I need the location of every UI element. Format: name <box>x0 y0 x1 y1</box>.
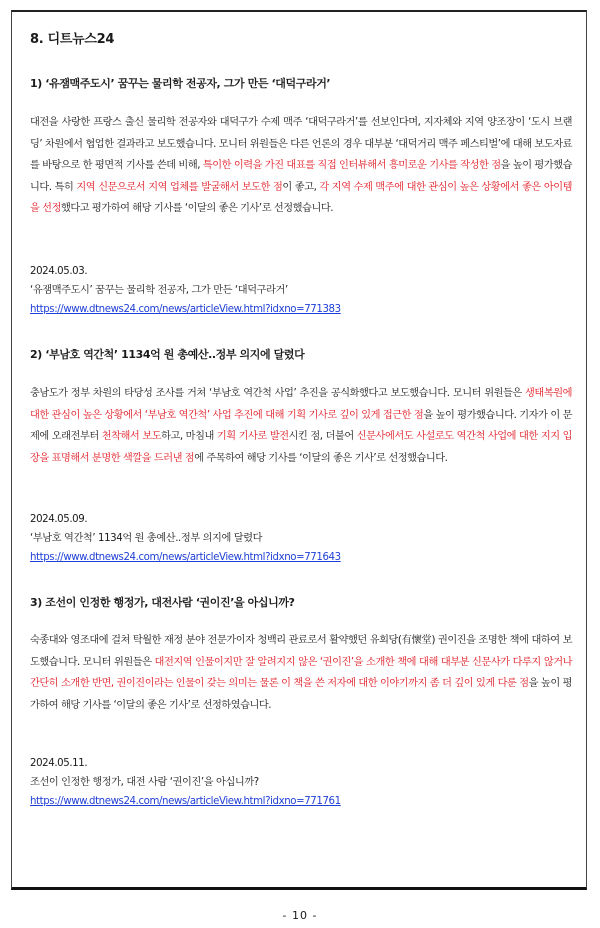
section-title: 8. 디트뉴스24 <box>30 32 115 47</box>
article-1-body <box>30 112 572 220</box>
article-3-date: 2024.05.11. <box>30 758 88 769</box>
article-2-highlight: 기획 기사로 발전 <box>216 431 289 442</box>
article-2-link[interactable]: https://www.dtnews24.com/news/articleView.html?idxno=771643 <box>30 552 341 563</box>
article-3-body <box>30 630 572 716</box>
article-2-text: 시킨 점, 더불어 <box>288 431 357 442</box>
article-2-date: 2024.05.09. <box>30 514 88 525</box>
page-number: - 10 - <box>282 909 318 922</box>
article-3-title: 조선이 인정한 행정가, 대전 사람 ‘권이진’을 아십니까? <box>30 777 259 788</box>
article-2-body <box>30 383 572 469</box>
article-1-heading: 1) ‘유잼맥주도시’ 꿈꾸는 물리학 전공자, 그가 만든 ‘대덕구라거’ <box>30 77 331 90</box>
article-1-date: 2024.05.03. <box>30 266 88 277</box>
article-1-link[interactable]: https://www.dtnews24.com/news/articleView.html?idxno=771383 <box>30 304 341 315</box>
article-1-highlight: 특이한 이력을 가진 대표를 직접 인터뷰해서 흥미로운 기사를 작성한 점 <box>202 160 501 171</box>
article-1-text: 을 높이 평가했습니다. 특히 <box>30 160 572 193</box>
article-3-link[interactable]: https://www.dtnews24.com/news/articleView.html?idxno=771761 <box>30 796 341 807</box>
article-2-highlight: 생태복원에 대한 관심이 높은 상황에서 ‘부남호 역간척’ 사업 추진에 대해 기획 기사로 깊이 있게 접근한 점 <box>30 388 572 421</box>
article-2-heading: 2) ‘부남호 역간척’ 1134억 원 총예산..정부 의지에 달렸다 <box>30 348 305 361</box>
article-2-highlight: 신문사에서도 사설로도 역간척 사업에 대한 지지 입장을 표명해서 분명한 색깔을 드러낸 점 <box>30 431 572 464</box>
article-2-highlight: 천착해서 보도 <box>101 431 162 442</box>
article-2-text: 을 높이 평가했습니다. 기자가 이 문제에 오래전부터 <box>30 409 572 442</box>
article-1-text: 대전을 사랑한 프랑스 출신 물리학 전공자와 대덕구가 수제 맥주 ‘대덕구라거’를 선보인다며, 지자체와 지역 양조장이 ‘도시 브랜딩’ 차원에서 협업한 결과라고 보도했습니다. 모니터 위원들은 다른 언론의 경우 대부분 ‘대덕거리 맥주 페스티벌’에 대해 보도자료를 바탕으로 한 평면적 기사를 쓴데 비해, <box>30 117 572 171</box>
article-2-text: 충남도가 정부 차원의 타당성 조사를 거쳐 ‘부남호 역간척 사업’ 추진을 공식화했다고 보도했습니다. 모니터 위원들은 <box>30 388 526 399</box>
article-3-highlight: 대전지역 인물이지만 잘 알려지지 않은 ‘권이진’을 소개한 책에 대해 대부분 신문사가 다루지 않거나 간단히 소개한 반면, 권이진이라는 인물이 갖는 의미는 물론 이 책을 쓴 저자에 대한 이야기까지 좀 더 깊이 있게 다룬 점 <box>30 656 572 689</box>
article-2-text: 에 주목하여 해당 기사를 ‘이달의 좋은 기사’로 선정했습니다. <box>194 452 448 464</box>
article-2-text: 하고, 마침내 <box>161 431 217 442</box>
article-3-text: 숙종대와 영조대에 걸쳐 탁월한 재정 분야 전문가이자 청백리 관료로서 활약했던 유회당(有懷堂) 권이진을 조명한 책에 대하여 보도했습니다. 모니터 위원들은 <box>30 635 572 668</box>
article-1-highlight: 지역 신문으로서 지역 업체를 발굴해서 보도한 점 <box>76 181 283 193</box>
article-1-text: 이 좋고, <box>282 181 320 193</box>
article-2-title: ‘부남호 역간척’ 1134억 원 총예산..정부 의지에 달렸다 <box>30 533 263 544</box>
article-3-text: 을 높이 평가하여 해당 기사를 ‘이달의 좋은 기사’로 선정하였습니다. <box>30 678 572 711</box>
article-3-heading: 3) 조선이 인정한 행정가, 대전사람 ‘권이진’을 아십니까? <box>30 596 295 609</box>
article-1-title: ‘유잼맥주도시’ 꿈꾸는 물리학 전공자, 그가 만든 ‘대덕구라거’ <box>30 285 288 296</box>
article-1-text: 했다고 평가하여 해당 기사를 ‘이달의 좋은 기사’로 선정했습니다. <box>60 203 334 214</box>
article-1-highlight: 각 지역 수제 맥주에 대한 관심이 높은 상황에서 좋은 아이템을 선정 <box>30 181 572 214</box>
